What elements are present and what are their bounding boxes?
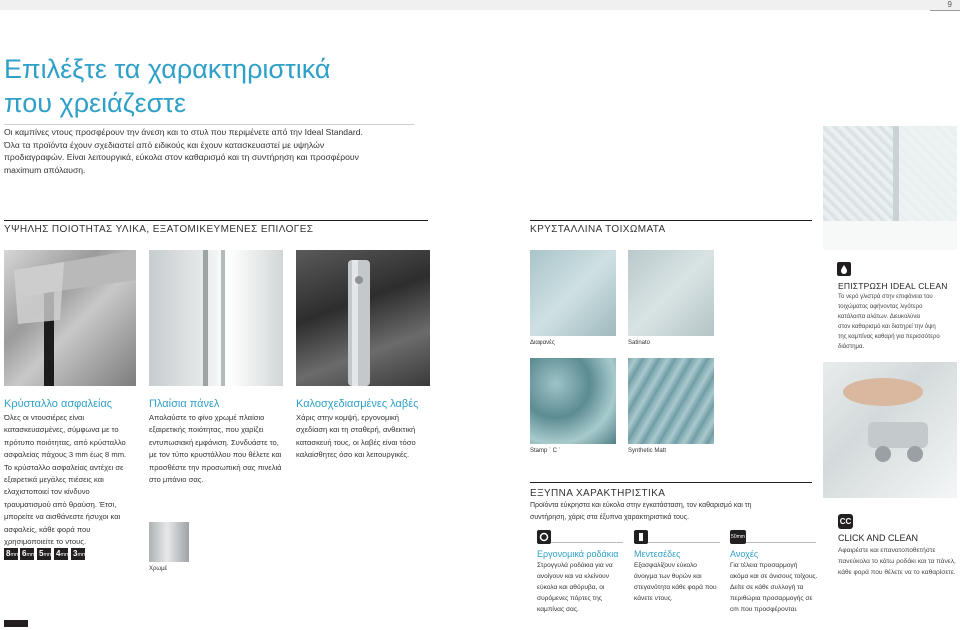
click-clean-title: CLICK AND CLEAN xyxy=(838,533,919,543)
text-line: Δείτε σε κάθε συλλογή τα xyxy=(730,584,804,591)
text-line: ασφαλείας πάχους 3 mm έως 8 mm. xyxy=(4,450,127,460)
roller-graphic xyxy=(823,362,957,498)
shower-cabin-photo xyxy=(823,126,957,250)
thickness-badge: 8mm xyxy=(6,549,20,558)
chrome-swatch xyxy=(149,522,189,562)
text-line: εξαιρετικής ποιότητας, που χαρίζει xyxy=(149,425,264,435)
text-line: τοιχώματος αφήνοντας λιγότερο xyxy=(838,304,923,310)
roller-icon xyxy=(537,530,551,544)
caliper-graphic xyxy=(4,250,136,386)
text-line: προσθέστε την προσωπική σας πινελιά xyxy=(149,462,282,472)
smart-features-intro xyxy=(530,500,820,524)
text-line: κατάλοιπα αλάτων. Διευκολύνει xyxy=(838,314,921,320)
text-line: διάστημα. xyxy=(838,344,865,350)
footer-bar xyxy=(4,620,28,627)
glass-swatch-label: Satinato xyxy=(628,340,651,346)
panel-frame-photo xyxy=(149,250,283,386)
caliper-photo xyxy=(4,250,136,386)
text-line: συντήρηση, χάρις στα έξυπνα χαρακτηριστικά τους. xyxy=(530,514,690,521)
text-line: Στρογγυλά ροδάκια για να xyxy=(537,562,613,569)
roller-photo xyxy=(823,362,957,498)
section-rule-materials xyxy=(4,220,428,221)
intro-line: maximum απόλαυση. xyxy=(4,164,86,175)
chrome-label: Χρωμέ xyxy=(149,566,168,572)
text-line: cm που προσφέρονται. xyxy=(730,606,798,613)
text-line: στο μπάνιο σας. xyxy=(149,475,204,485)
text-line: στον καθαρισμό και διατηρεί την όψη xyxy=(838,324,936,330)
safety-glass-text xyxy=(4,412,139,548)
text-line: εξαιρετικά μεγάλες πιέσεις και xyxy=(4,475,104,485)
ideal-clean-title: ΕΠΙΣΤΡΩΣΗ IDEAL CLEAN xyxy=(838,281,948,291)
thickness-badge: 6mm xyxy=(22,549,36,558)
text-line: Όλες οι ντουσιέρες είναι xyxy=(4,413,85,422)
intro-rule xyxy=(4,124,414,125)
section-title-glass: ΚΡΥΣΤΑΛΛΙΝΑ ΤΟΙΧΩΜΑΤΑ xyxy=(530,224,666,235)
text-line: Το νερό γλιστρά στην επιφάνεια του xyxy=(838,294,933,300)
text-line: κατασκευή τους, οι λαβές είναι τόσο xyxy=(296,437,416,447)
thickness-badge: 4mm xyxy=(56,549,70,558)
panel-frames-text xyxy=(149,412,291,486)
page-number: 9 xyxy=(947,0,952,9)
glass-swatch-label: Stamp ʿ C ʿ xyxy=(530,448,561,454)
text-line: εντυπωσιακή εμφάνιση. Συνδυάστε το, xyxy=(149,437,279,447)
arrow-right-icon xyxy=(823,283,830,293)
thickness-badge: 5mm xyxy=(39,549,53,558)
glass-swatch-synthetic-matt xyxy=(628,358,714,444)
handle-graphic xyxy=(296,250,430,386)
text-line: με τον τύπο κρυστάλλου που θέλετε και xyxy=(149,450,282,460)
text-line: κατασκευασμένες, σύμφωνα με το xyxy=(4,425,119,435)
text-line: Χάρις στην κομψή, εργονομική xyxy=(296,413,400,422)
text-line: κάνετε ντους. xyxy=(634,595,673,602)
ideal-clean-text xyxy=(838,292,958,352)
water-drop-icon xyxy=(837,262,851,281)
intro-line: Οι καμπίνες ντους προσφέρουν την άνεση και το στυλ που περιμένετε από την Ideal Standard. xyxy=(4,127,363,137)
feature-title-rollers: Εργονομικά ροδάκια xyxy=(537,549,619,559)
glass-swatch-clear xyxy=(530,250,616,336)
feature-text-rollers xyxy=(537,560,633,615)
text-line: άνοιγμα των θυρών και xyxy=(634,573,702,580)
text-line: Αφαιρέστε και επανατοποθετήστε xyxy=(838,547,936,554)
top-band xyxy=(0,0,960,10)
text-line: περιθώρια προσαρμογής σε xyxy=(730,595,813,602)
click-clean-text xyxy=(838,545,958,578)
text-line: Προϊόντα εύκρηστα και εύκολα στην εγκατάσταση, τον καθαρισμό και τη xyxy=(530,502,752,509)
text-line: συρόμενες πόρτες της xyxy=(537,595,602,602)
text-line: τραυματισμού από θραύση. Έτσι, xyxy=(4,499,117,509)
hinge-icon xyxy=(634,530,648,544)
feature-text-tolerances xyxy=(730,560,824,615)
section-title-materials: ΥΨΗΛΗΣ ΠΟΙΟΤΗΤΑΣ ΥΛΙΚΑ, ΕΞΑΤΟΜΙΚΕΥΜΕΝΕΣ ΕΠΙΛΟΓΕΣ xyxy=(4,224,314,235)
text-line: σχεδίαση και τη σταθερή, ανθεκτική xyxy=(296,425,416,435)
text-line: εύκολα και αθόρυβα, οι xyxy=(537,584,605,591)
text-line: καλαίσθητες όσο και λειτουργικές. xyxy=(296,450,410,460)
text-line: Για τέλεια προσαρμογή xyxy=(730,562,798,569)
section-title-smart: ΕΞΥΠΝΑ ΧΑΡΑΚΤΗΡΙΣΤΙΚΑ xyxy=(530,488,666,499)
section-rule-smart xyxy=(530,482,812,483)
feature-title-tolerances: Ανοχές xyxy=(730,549,759,559)
click-clean-icon: CC xyxy=(838,514,853,529)
text-line: στεγανότητα κάθε φορά που xyxy=(634,584,717,591)
text-line: κάθε φορά που θέλετε να το καθαρίσετε. xyxy=(838,569,956,576)
glass-swatch-label: Διαφανές xyxy=(530,340,555,346)
feature-title-hinges: Μεντεσέδες xyxy=(634,549,681,559)
arrow-right-icon xyxy=(823,508,830,518)
panel-frames-title: Πλαίσια πάνελ xyxy=(149,398,220,410)
text-line: καμπίνας σας. xyxy=(537,606,579,613)
intro-paragraph xyxy=(4,126,414,176)
text-line: μπορείτε να αισθάνεστε ήσυχοι και xyxy=(4,512,121,522)
handles-title: Καλοσχεδιασμένες λαβές xyxy=(296,398,419,410)
section-rule-glass xyxy=(530,220,812,221)
handle-photo xyxy=(296,250,430,386)
text-line: ακόμα και σε άνισους τοίχους. xyxy=(730,573,818,580)
text-line: χρησιμοποιείτε το ντους. xyxy=(4,537,87,547)
intro-line: Όλα τα προϊόντα έχουν σχεδιαστεί από ειδικούς και έχουν κατασκευαστεί με υψηλών xyxy=(4,139,325,150)
page-title-line: Επιλέξτε τα χαρακτηριστικά xyxy=(4,54,331,84)
text-line: ανοίγουν και να κλείνουν xyxy=(537,573,610,580)
intro-line: προδιαγραφών. Είναι λειτουργικά, εύκολα στον καθαρισμό και τη συντήρηση και προσφέρουν xyxy=(4,152,359,163)
shower-cabin-graphic xyxy=(823,126,957,250)
text-line: πρότυπο ποιότητας, από κρύσταλλο xyxy=(4,437,126,447)
page-title-line: που χρειάζεστε xyxy=(4,88,187,118)
text-line: Εξασφαλίζουν εύκολο xyxy=(634,562,697,569)
glass-swatch-label: Synthetic Matt xyxy=(628,448,667,454)
feature-text-hinges xyxy=(634,560,728,604)
safety-glass-title: Κρύσταλλο ασφαλείας xyxy=(4,398,113,410)
thickness-badge: 3mm xyxy=(73,549,87,558)
text-line: Το κρύσταλλο ασφαλείας αντέχει σε xyxy=(4,462,124,472)
text-line: ελαχιστοποιεί τον κίνδυνο xyxy=(4,487,90,497)
tolerance-icon: 50mm xyxy=(730,530,746,544)
text-line: της καμπίνας καθαρή για περισσότερο xyxy=(838,334,940,340)
panel-frame-graphic xyxy=(149,250,283,386)
text-line: πανεύκολα το κάτω ροδάκι και τα πάνελ, xyxy=(838,558,956,565)
glass-swatch-stamp xyxy=(530,358,616,444)
page-number-rule xyxy=(930,10,960,11)
handles-text xyxy=(296,412,436,462)
water-drop-graphic xyxy=(837,262,851,276)
page-title xyxy=(4,52,424,120)
text-line: Απολαύστε το φίνο χρωμέ πλαίσιο xyxy=(149,413,265,422)
text-line: ασφαλείς, κάθε φορά που xyxy=(4,524,91,534)
glass-swatch-satinato xyxy=(628,250,714,336)
